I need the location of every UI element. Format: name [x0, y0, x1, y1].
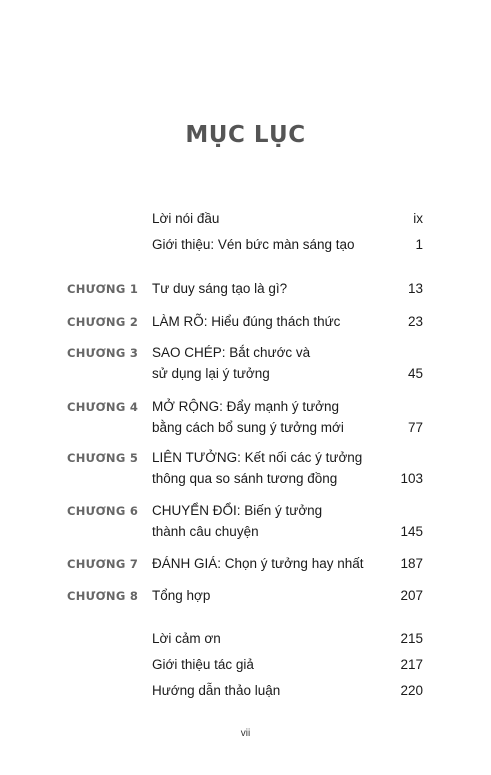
- entry-title: [152, 628, 377, 649]
- entry-title: [152, 553, 377, 574]
- entry-title: [152, 585, 377, 606]
- entry-title: [152, 680, 377, 701]
- page-ref: 23: [407, 314, 423, 329]
- entry-title: [152, 208, 377, 229]
- entry-title-line: MỞ RỘNG: Đẩy mạnh ý tưởng: [152, 399, 340, 414]
- entry-title-line: Giới thiệu: Vén bức màn sáng tạo: [152, 237, 355, 252]
- page-ref: 217: [400, 657, 423, 672]
- entry-title-line: LÀM RÕ: Hiểu đúng thách thức: [152, 314, 341, 329]
- chapter-label: CHƯƠNG 4: [67, 400, 139, 414]
- entry-title-line: thành câu chuyện: [152, 524, 259, 539]
- chapter-label: CHƯƠNG 5: [67, 451, 139, 465]
- page-title: MỤC LỤC: [185, 122, 306, 148]
- entry-title-line: Hướng dẫn thảo luận: [152, 683, 281, 698]
- entry-title: [152, 396, 377, 438]
- entry-title-line: Lời cảm ơn: [152, 631, 221, 646]
- entry-title-line: ĐÁNH GIÁ: Chọn ý tưởng hay nhất: [152, 556, 364, 571]
- entry-title: [152, 500, 377, 542]
- entry-title: [152, 447, 377, 489]
- entry-title: [152, 278, 377, 299]
- page-ref: 77: [407, 420, 423, 435]
- chapter-label: CHƯƠNG 3: [67, 346, 139, 360]
- entry-title-line: LIÊN TƯỞNG: Kết nối các ý tưởng: [152, 450, 363, 465]
- page-ref: 145: [400, 524, 423, 539]
- chapter-label: CHƯƠNG 7: [67, 557, 139, 571]
- entry-title-line: CHUYỂN ĐỔI: Biến ý tưởng: [152, 503, 323, 518]
- entry-title: [152, 311, 377, 332]
- entry-title-line: Lời nói đầu: [152, 211, 220, 226]
- entry-title: [152, 234, 377, 255]
- page-ref: 13: [407, 281, 423, 296]
- entry-title-line: Tư duy sáng tạo là gì?: [152, 281, 288, 296]
- chapter-label: CHƯƠNG 6: [67, 504, 139, 518]
- entry-title-line: sử dụng lại ý tưởng: [152, 366, 270, 381]
- page-ref: 215: [400, 631, 423, 646]
- chapter-label: CHƯƠNG 8: [67, 589, 139, 603]
- entry-title-line: SAO CHÉP: Bắt chước và: [152, 345, 311, 360]
- page-ref: 1: [415, 237, 423, 252]
- chapter-label: CHƯƠNG 2: [67, 315, 139, 329]
- page-ref: ix: [413, 211, 423, 226]
- page-number: vii: [240, 728, 251, 739]
- page-ref: 45: [407, 366, 423, 381]
- entry-title: [152, 342, 377, 384]
- chapter-label: CHƯƠNG 1: [67, 282, 139, 296]
- entry-title-line: bằng cách bổ sung ý tưởng mới: [152, 420, 344, 435]
- page-ref: 103: [400, 471, 423, 486]
- entry-title-line: Tổng hợp: [152, 588, 211, 603]
- page-ref: 220: [400, 683, 423, 698]
- page-ref: 207: [400, 588, 423, 603]
- entry-title-line: Giới thiệu tác giả: [152, 657, 254, 672]
- page-ref: 187: [400, 556, 423, 571]
- entry-title-line: thông qua so sánh tương đồng: [152, 471, 338, 486]
- entry-title: [152, 654, 377, 675]
